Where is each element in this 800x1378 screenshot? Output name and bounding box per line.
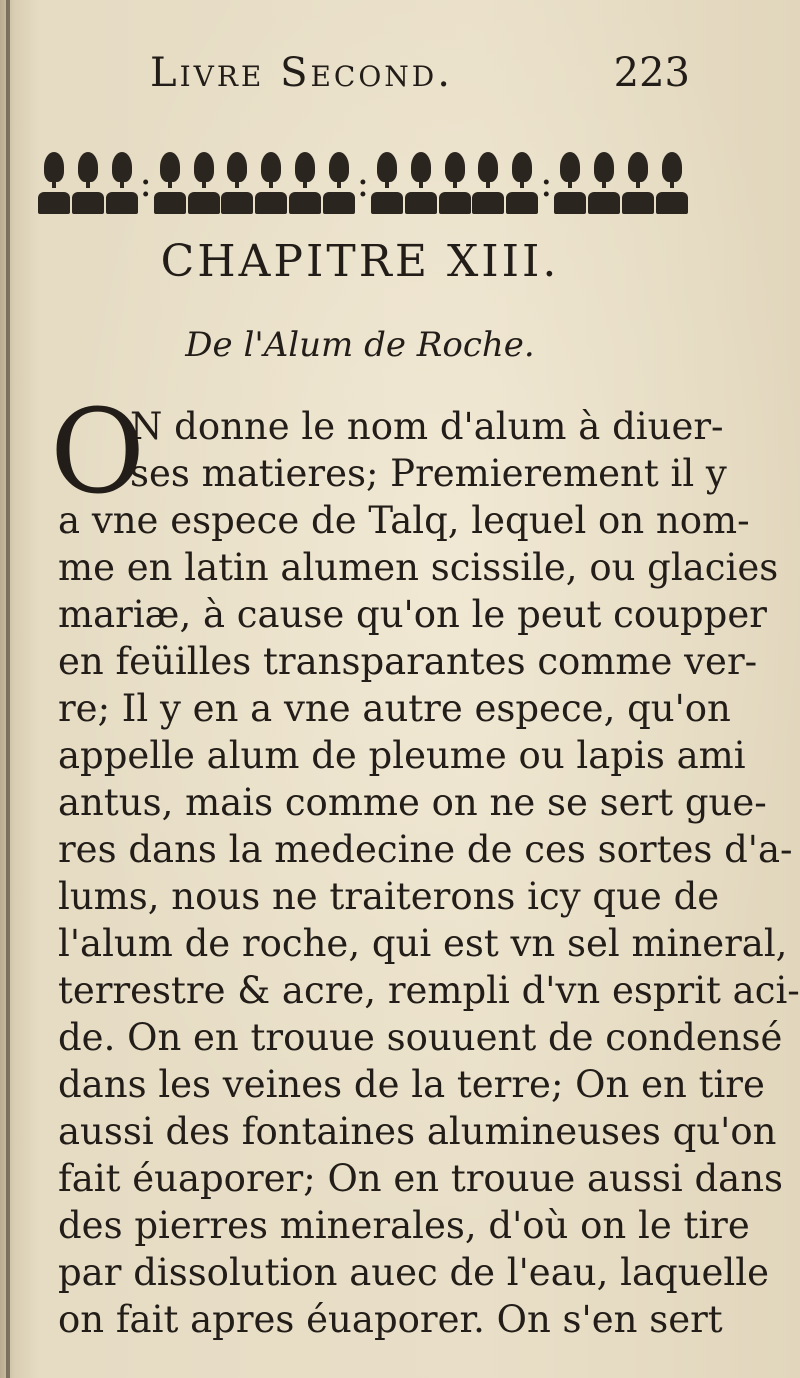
- fleuron-icon: [106, 150, 138, 214]
- fleuron-icon: [72, 150, 104, 214]
- fleuron-icon: [472, 150, 504, 214]
- text-line: a vne espece de Talq, lequel on nom-: [58, 499, 750, 542]
- text-line: l'alum de roche, qui est vn sel mineral,: [58, 922, 788, 965]
- fleuron-icon: [588, 150, 620, 214]
- text-line: res dans la medecine de ces sortes d'a-: [58, 828, 793, 871]
- fleuron-icon: [371, 150, 403, 214]
- text-line: lums, nous ne traiterons icy que de: [58, 875, 720, 918]
- ornament-separator: :: [539, 161, 553, 205]
- ornament-separator: :: [356, 161, 370, 205]
- page-header: [150, 50, 710, 106]
- fleuron-ornament-band: [38, 138, 688, 214]
- section-title: De l'Alum de Roche.: [185, 325, 535, 365]
- text-line: des pierres minerales, d'où on le tire: [58, 1204, 750, 1247]
- fleuron-icon: [506, 150, 538, 214]
- text-line: antus, mais comme on ne se sert gue-: [58, 781, 767, 824]
- text-line: dans les veines de la terre; On en tire: [58, 1063, 765, 1106]
- fleuron-icon: [188, 150, 220, 214]
- fleuron-icon: [554, 150, 586, 214]
- text-line: terrestre & acre, rempli d'vn esprit aci-: [58, 969, 800, 1012]
- fleuron-icon: [622, 150, 654, 214]
- ornament-separator: :: [139, 161, 153, 205]
- text-line: appelle alum de pleume ou lapis ami: [58, 734, 746, 777]
- fleuron-icon: [656, 150, 688, 214]
- fleuron-icon: [323, 150, 355, 214]
- text-line: ses matieres; Premierement il y: [130, 452, 727, 495]
- running-title: Livre Second.: [150, 50, 453, 96]
- text-line: me en latin alumen scissile, ou glacies: [58, 546, 779, 589]
- text-line: fait éuaporer; On en trouue aussi dans: [58, 1157, 784, 1200]
- fleuron-icon: [221, 150, 253, 214]
- text-line: de. On en trouue souuent de condensé: [58, 1016, 783, 1059]
- chapter-title: CHAPITRE XIII.: [160, 236, 560, 287]
- text-line: en feüilles transparantes comme ver-: [58, 640, 758, 683]
- text-line: N donne le nom d'alum à diuer-: [130, 405, 724, 448]
- fleuron-icon: [289, 150, 321, 214]
- text-line: par dissolution auec de l'eau, laquelle: [58, 1251, 769, 1294]
- text-line: aussi des fontaines alumineuses qu'on: [58, 1110, 777, 1153]
- fleuron-icon: [38, 150, 70, 214]
- page-gutter-shadow: [6, 0, 10, 1378]
- drop-cap: O: [50, 385, 146, 520]
- text-line: on fait apres éuaporer. On s'en sert: [58, 1298, 723, 1341]
- text-line: mariæ, à cause qu'on le peut coupper: [58, 593, 767, 636]
- fleuron-icon: [439, 150, 471, 214]
- fleuron-icon: [154, 150, 186, 214]
- fleuron-icon: [255, 150, 287, 214]
- fleuron-icon: [405, 150, 437, 214]
- page-number: 223: [613, 50, 690, 96]
- text-line: re; Il y en a vne autre espece, qu'on: [58, 687, 731, 730]
